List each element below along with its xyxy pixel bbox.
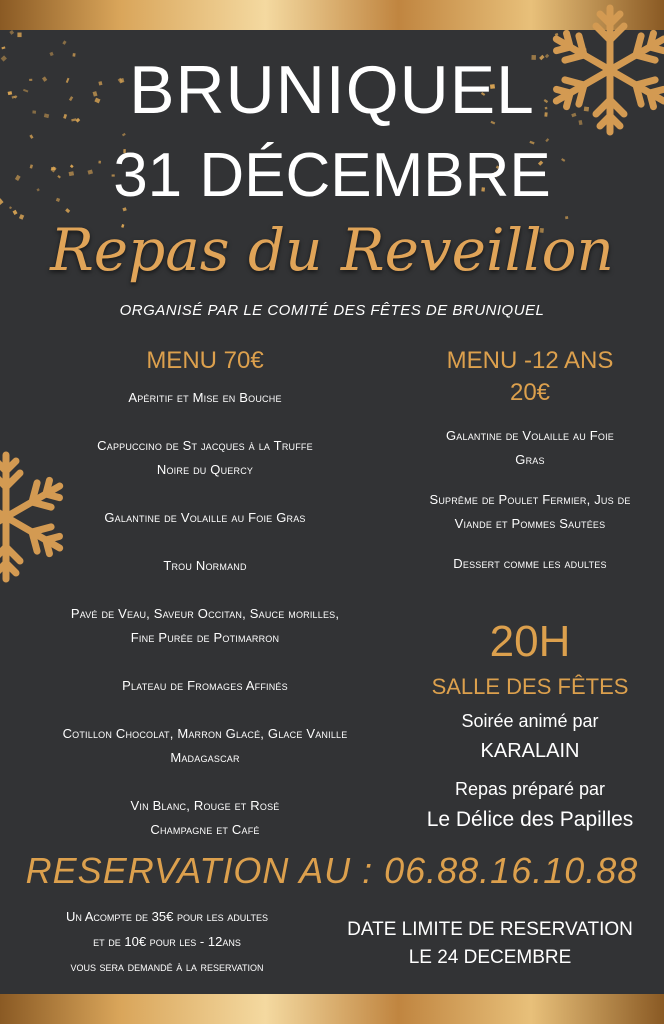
menu-item-line: Dessert comme les adultes [453, 556, 607, 571]
menu-item-line: Plateau de Fromages Affinés [122, 678, 288, 693]
menu-item-line: Viande et Pommes Sautées [454, 516, 606, 531]
menu-item [10, 434, 400, 482]
confetti-piece [9, 30, 14, 35]
menu-item-line: Apéritif et Mise en Bouche [128, 390, 282, 405]
event-time: 20H [489, 617, 571, 666]
menu-item [10, 722, 400, 770]
menu-item-line: Cappuccino de St jacques à la Truffe [97, 438, 313, 453]
reservation-phone: RESERVATION AU : 06.88.16.10.88 [25, 850, 639, 891]
menu-item-line: Suprême de Poulet Fermier, Jus de [429, 492, 631, 507]
menu-item [10, 602, 400, 650]
menu-item-line: Madagascar [170, 750, 240, 765]
adult-menu-list [10, 386, 400, 866]
bottom-gold-band [0, 994, 664, 1024]
deadline-info [325, 916, 655, 972]
deposit-line: vous sera demandé à la reservation [70, 959, 264, 974]
menu-item [405, 488, 655, 536]
confetti-piece [17, 33, 21, 38]
menu-item [10, 506, 400, 530]
deadline-line: DATE LIMITE DE RESERVATION [347, 919, 633, 940]
child-menu-list [405, 424, 655, 592]
catering-label: Repas préparé par [454, 779, 606, 799]
menu-item-line: Pavé de Veau, Saveur Occitan, Sauce morilles, [70, 606, 340, 621]
menu-item-line: Trou Normand [163, 558, 247, 573]
animator-name: KARALAIN [480, 740, 580, 762]
confetti-piece [122, 133, 126, 136]
menu-item-line: Fine Purée de Potimarron [130, 630, 280, 645]
deposit-line: et de 10€ pour les - 12ans [93, 934, 241, 949]
deposit-line: Un Acompte de 35€ pour les adultes [65, 909, 269, 924]
menu-item-line: Galantine de Volaille au Foie Gras [104, 510, 306, 525]
confetti-piece [62, 40, 66, 44]
title-date: 31 DÉCEMBRE [113, 141, 551, 210]
menu-item-line: Champagne et Café [150, 822, 260, 837]
adult-menu-heading: MENU 70€ [146, 347, 264, 374]
caterer-name: Le Délice des Papilles [426, 808, 634, 831]
confetti-piece [1, 46, 5, 49]
menu-item-line: Cotillon Chocolat, Marron Glacé, Glace Vanille [62, 726, 348, 741]
menu-item [10, 674, 400, 698]
menu-item-line: Noire du Quercy [156, 462, 254, 477]
menu-item [405, 552, 655, 576]
event-venue: SALLE DES FÊTES [431, 674, 629, 699]
animation-label: Soirée animé par [461, 711, 599, 731]
menu-item [10, 554, 400, 578]
child-menu-heading: MENU -12 ANS [446, 347, 614, 374]
child-menu-price: 20€ [509, 379, 551, 406]
title-town: BRUNIQUEL [129, 52, 535, 128]
menu-item [10, 794, 400, 842]
menu-item-line: Vin Blanc, Rouge et Rosé [130, 798, 280, 813]
menu-item-line: Gras [515, 452, 545, 467]
menu-item [405, 424, 655, 472]
organizer-line: ORGANISÉ PAR LE COMITÉ DES FÊTES DE BRUNIQUEL [119, 302, 545, 319]
menu-item [10, 386, 400, 410]
menu-item-line: Galantine de Volaille au Foie [445, 428, 614, 443]
deposit-info [22, 904, 312, 979]
deadline-line: LE 24 DECEMBRE [408, 947, 572, 968]
event-title: Repas du Reveillon [50, 216, 614, 284]
